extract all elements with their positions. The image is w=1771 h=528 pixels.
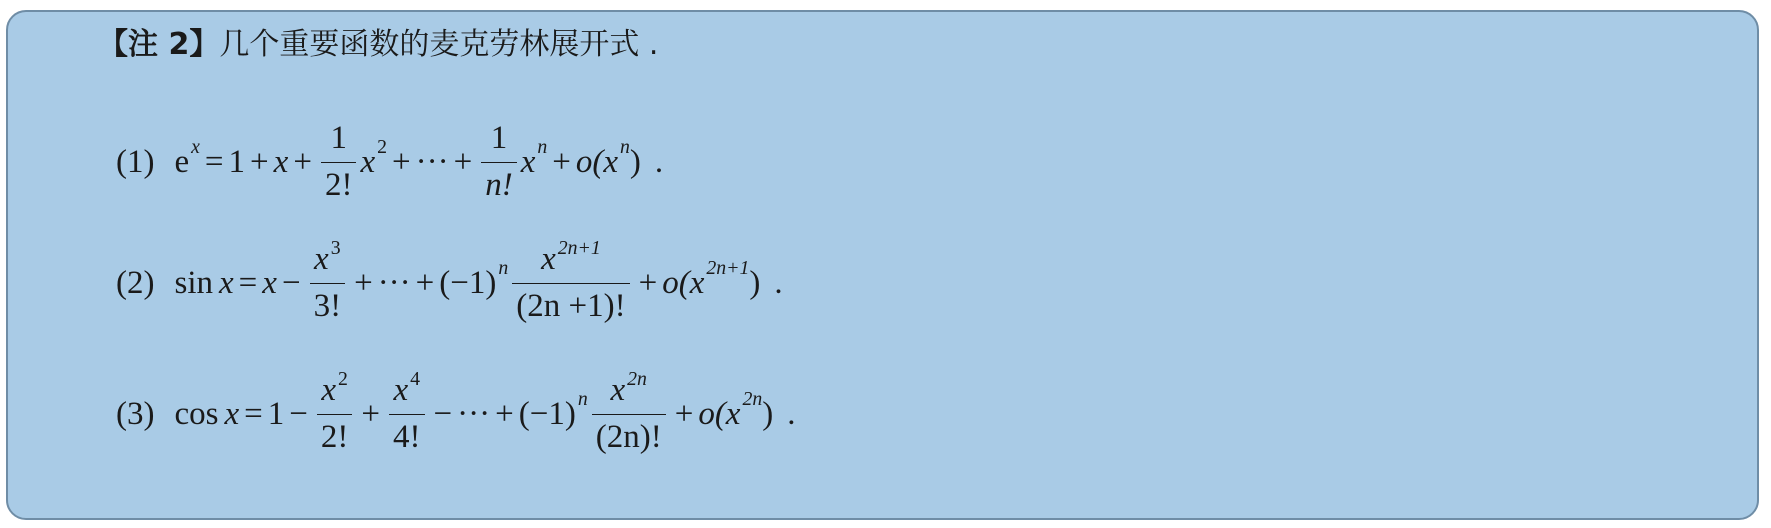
sign-factor: (−1): [439, 264, 497, 301]
fraction: [310, 236, 346, 326]
fraction-denominator: (2n +1)!: [512, 283, 629, 326]
fraction-numerator: x $^{2n}$: [610, 367, 647, 408]
formula-exp: [116, 112, 663, 212]
fraction-denominator: (2n)!: [592, 414, 666, 457]
formula-number: (2): [116, 264, 155, 301]
fraction: [481, 120, 517, 205]
fraction-denominator: 3!: [310, 283, 346, 326]
exponent: 2: [377, 135, 387, 158]
fraction-denominator: 2!: [317, 414, 353, 457]
close-paren: ): [762, 395, 774, 432]
fraction: [317, 367, 353, 457]
term: x: [360, 143, 376, 180]
exponent: n: [620, 135, 630, 158]
fraction: [592, 367, 666, 457]
period: .: [654, 143, 664, 180]
plus-sign: +: [453, 143, 473, 180]
remainder-term: o(x: [662, 264, 705, 301]
fraction: [321, 120, 357, 205]
fraction-numerator: x $^2$: [321, 367, 348, 408]
note-title: 几个重要函数的麦克劳林展开式 .: [219, 27, 659, 62]
plus-sign: +: [250, 143, 269, 180]
plus-sign: +: [392, 143, 411, 180]
function-name: sin: [174, 264, 213, 301]
exponent: 2n+1: [706, 256, 750, 279]
exponent: n: [498, 256, 509, 279]
remainder-term: o(x: [575, 143, 619, 180]
exp-power: x: [191, 135, 200, 158]
equals-sign: =: [238, 264, 258, 301]
exponent: 2n: [742, 387, 763, 410]
fraction-denominator: 4!: [389, 414, 425, 457]
minus-sign: −: [433, 395, 453, 432]
term: 1: [228, 143, 246, 180]
plus-sign: +: [354, 264, 373, 301]
fraction-numerator: x $^{2n+1}$: [541, 236, 601, 277]
function-name: cos: [174, 395, 219, 432]
fraction-numerator: 1: [330, 119, 347, 156]
minus-sign: −: [281, 264, 301, 301]
exponent: n: [577, 387, 588, 410]
note-heading: [98, 27, 659, 62]
formula-sin: [116, 233, 783, 333]
equals-sign: =: [204, 143, 224, 180]
plus-sign: +: [293, 143, 312, 180]
plus-sign: +: [495, 395, 514, 432]
plus-sign: +: [674, 395, 694, 432]
ellipsis: ···: [415, 143, 449, 180]
fraction-denominator: 2!: [321, 162, 357, 205]
variable: x: [224, 395, 240, 432]
formula-cos: [116, 364, 795, 464]
fraction-numerator: x $^4$: [393, 367, 421, 408]
ellipsis: ···: [457, 395, 491, 432]
remainder-term: o(x: [698, 395, 741, 432]
term: 1: [267, 395, 285, 432]
fraction: [389, 367, 425, 457]
variable: x: [219, 264, 234, 301]
plus-sign: +: [638, 264, 658, 301]
formula-number: (3): [116, 395, 155, 432]
plus-sign: +: [552, 143, 571, 180]
term: x: [273, 143, 289, 180]
exp-base: e: [174, 143, 190, 180]
close-paren: ): [629, 143, 641, 180]
ellipsis: ···: [377, 264, 411, 301]
fraction-denominator: n!: [481, 162, 517, 205]
plus-sign: +: [361, 395, 381, 432]
equals-sign: =: [244, 395, 263, 432]
fraction-numerator: 1: [490, 119, 508, 156]
close-paren: ): [749, 264, 761, 301]
fraction-numerator: x $^3$: [314, 236, 341, 277]
term: x: [262, 264, 277, 301]
exponent: n: [537, 135, 548, 158]
plus-sign: +: [415, 264, 435, 301]
note-tag: 【注 2】: [98, 27, 220, 62]
minus-sign: −: [289, 395, 308, 432]
term: x: [520, 143, 536, 180]
period: .: [787, 395, 796, 432]
sign-factor: (−1): [518, 395, 576, 432]
period: .: [774, 264, 783, 301]
fraction: [512, 236, 629, 326]
formula-number: (1): [116, 143, 155, 180]
